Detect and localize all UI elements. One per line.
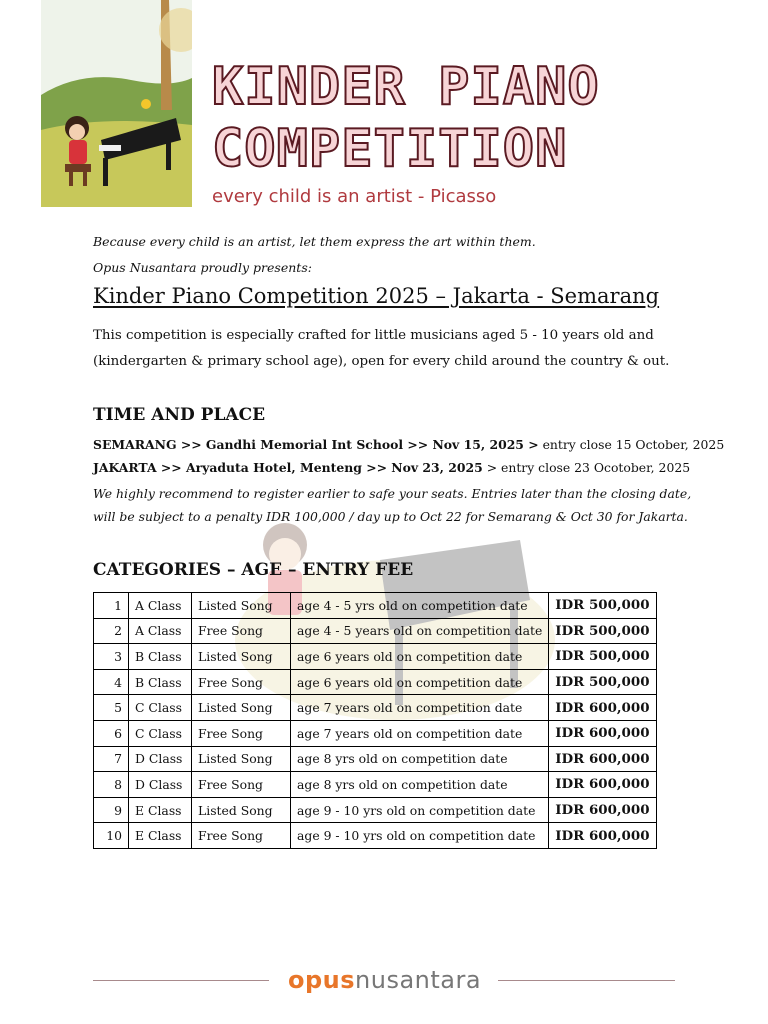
song-cell: Free Song (192, 720, 291, 746)
class-cell: C Class (129, 695, 192, 721)
age-cell: age 4 - 5 yrs old on competition date (291, 593, 549, 619)
table-row (94, 720, 657, 746)
table-row (94, 669, 657, 695)
class-cell: D Class (129, 746, 192, 772)
fee-cell: IDR 600,000 (549, 797, 656, 823)
fee-cell: IDR 600,000 (549, 823, 656, 849)
categories-heading: CATEGORIES – AGE – ENTRY FEE (93, 560, 414, 580)
class-cell: A Class (129, 618, 192, 644)
row-number: 10 (94, 823, 129, 849)
age-cell: age 7 years old on competition date (291, 695, 549, 721)
schedule-jakarta-close: > entry close 23 Ocotober, 2025 (482, 460, 691, 475)
song-cell: Listed Song (192, 644, 291, 670)
table-row (94, 593, 657, 619)
row-number: 4 (94, 669, 129, 695)
age-cell: age 4 - 5 years old on competition date (291, 618, 549, 644)
class-cell: E Class (129, 823, 192, 849)
main-heading: Kinder Piano Competition 2025 – Jakarta - Semarang (93, 284, 660, 308)
row-number: 6 (94, 720, 129, 746)
title-line-1: KINDER PIANO (212, 57, 600, 117)
row-number: 2 (94, 618, 129, 644)
time-place-heading: TIME AND PLACE (93, 405, 266, 425)
class-cell: B Class (129, 644, 192, 670)
song-cell: Listed Song (192, 797, 291, 823)
footer-divider-right (498, 980, 675, 981)
schedule-jakarta (93, 460, 690, 475)
table-row (94, 695, 657, 721)
row-number: 9 (94, 797, 129, 823)
class-cell: E Class (129, 797, 192, 823)
header-illustration-girl-piano (41, 0, 192, 207)
fee-cell: IDR 600,000 (549, 746, 656, 772)
table-row (94, 746, 657, 772)
fees-table (93, 592, 657, 849)
description: This competition is especially crafted for little musicians aged 5 - 10 years old and (kindergarten & primary school age), open for every child around the country & out. (93, 328, 670, 369)
table-row (94, 618, 657, 644)
table-row (94, 644, 657, 670)
song-cell: Free Song (192, 618, 291, 644)
schedule-jakarta-venue: JAKARTA >> Aryaduta Hotel, Menteng >> Nov 23, 2025 (93, 460, 483, 475)
song-cell: Listed Song (192, 695, 291, 721)
table-row (94, 772, 657, 798)
class-cell: B Class (129, 669, 192, 695)
age-cell: age 9 - 10 yrs old on competition date (291, 823, 549, 849)
intro-line-1: Because every child is an artist, let them express the art within them. (93, 234, 536, 249)
song-cell: Free Song (192, 772, 291, 798)
row-number: 5 (94, 695, 129, 721)
age-cell: age 6 years old on competition date (291, 669, 549, 695)
schedule-semarang-venue: SEMARANG >> Gandhi Memorial Int School >> Nov 15, 2025 > (93, 437, 539, 452)
fee-cell: IDR 600,000 (549, 720, 656, 746)
fee-cell: IDR 500,000 (549, 669, 656, 695)
fee-cell: IDR 600,000 (549, 772, 656, 798)
song-cell: Free Song (192, 669, 291, 695)
song-cell: Listed Song (192, 593, 291, 619)
age-cell: age 7 years old on competition date (291, 720, 549, 746)
class-cell: A Class (129, 593, 192, 619)
row-number: 8 (94, 772, 129, 798)
logo-part-opus: opus (288, 966, 356, 994)
row-number: 1 (94, 593, 129, 619)
schedule-semarang (93, 437, 724, 452)
logo-part-nusantara: nusantara (355, 966, 482, 994)
registration-note: We highly recommend to register earlier to safe your seats. Entries later than the closing date, will be subject to a penalty IDR 100,000 / day up to Oct 22 for Semarang & Oct 30 for Jakarta. (93, 486, 692, 524)
age-cell: age 8 yrs old on competition date (291, 746, 549, 772)
class-cell: C Class (129, 720, 192, 746)
age-cell: age 6 years old on competition date (291, 644, 549, 670)
tagline: every child is an artist - Picasso (212, 186, 497, 207)
song-cell: Listed Song (192, 746, 291, 772)
row-number: 7 (94, 746, 129, 772)
table-row (94, 823, 657, 849)
row-number: 3 (94, 644, 129, 670)
fee-cell: IDR 500,000 (549, 644, 656, 670)
song-cell: Free Song (192, 823, 291, 849)
class-cell: D Class (129, 772, 192, 798)
intro-line-2: Opus Nusantara proudly presents: (93, 260, 312, 275)
title-block (212, 56, 600, 180)
title-line-2: COMPETITION (212, 119, 568, 179)
table-row (94, 797, 657, 823)
fee-cell: IDR 600,000 (549, 695, 656, 721)
age-cell: age 8 yrs old on competition date (291, 772, 549, 798)
fee-cell: IDR 500,000 (549, 593, 656, 619)
footer-divider-left (93, 980, 269, 981)
fee-cell: IDR 500,000 (549, 618, 656, 644)
schedule-semarang-close: entry close 15 October, 2025 (538, 437, 725, 452)
footer-logo (288, 966, 481, 994)
age-cell: age 9 - 10 yrs old on competition date (291, 797, 549, 823)
